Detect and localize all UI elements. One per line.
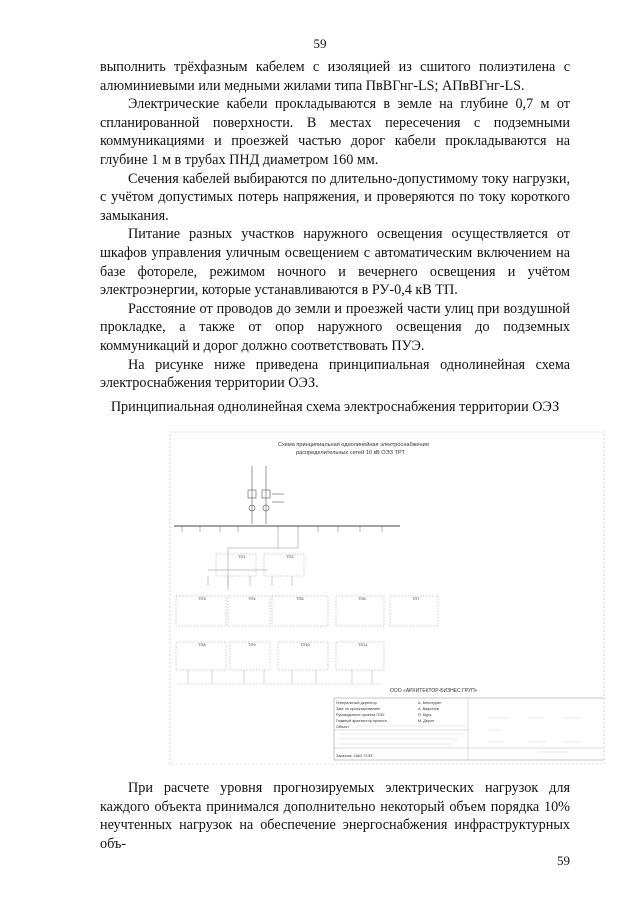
tp-label: ТП8 bbox=[198, 642, 206, 647]
figure-caption: Принципиальная однолинейная схема электроснабжения территории ОЭЗ bbox=[110, 399, 560, 415]
page-number-top: 59 bbox=[313, 36, 327, 51]
tp-label: ТП3 bbox=[198, 596, 206, 601]
scheme-title-line2: распределительных сетей 10 кВ ОЭЗ ТРТ bbox=[296, 450, 405, 456]
transformer-row-1 bbox=[208, 576, 292, 586]
stamp-customer: Заказчик: ОАО "ОЭЗ" bbox=[336, 754, 374, 758]
paragraph: На рисунке ниже приведена принципиальная однолинейная схема электроснабжения территории ОЭЗ. bbox=[100, 356, 570, 392]
paragraph: выполнить трёхфазным кабелем с изоляцией из сшитого полиэтилена с алюминиевыми или медными жилами типа ПвВГнг-LS; АПвВГнг-LS. bbox=[100, 59, 570, 94]
tp-label: ТП2 bbox=[286, 554, 294, 559]
tp-label: ТП4 bbox=[248, 596, 256, 601]
stamp-filler-lines bbox=[338, 718, 582, 752]
scheme-drawing bbox=[168, 430, 608, 768]
drawing-frame bbox=[170, 432, 604, 764]
paragraph: Электрические кабели прокладываются в земле на глубине 0,7 м от спланированной поверхности. В местах пересечения с подземными коммуникациями и проезжей частью дорог кабели прокладываются на глубине 1 м в трубах ПНД диаметром 160 мм. bbox=[100, 96, 570, 168]
tp-label: ТП1 bbox=[238, 554, 246, 559]
stamp-role: Главный архитектор проекта bbox=[336, 719, 387, 723]
stamp-name: М. Дерон bbox=[418, 719, 435, 723]
stamp-name: Я. Бура bbox=[418, 713, 432, 717]
paragraph: Питание разных участков наружного освещения осуществляется от шкафов управления уличным освещением с автоматическим включением на базе фотореле, режимом ночного и вечернего освещения и учётом электроэнергии, которые устанавливаются в РУ-0,4 кВ ТП. bbox=[100, 226, 570, 299]
tp-middle-blocks bbox=[176, 596, 438, 626]
paragraph: Расстояние от проводов до земли и проезжей части улиц при воздушной прокладке, а также от опор наружного освещения до подземных коммуникаций и дорог должно соответствовать ПУЭ. bbox=[100, 300, 570, 354]
tp-label: ТП5 bbox=[296, 596, 304, 601]
tp-label: ТП7 bbox=[412, 596, 420, 601]
stamp-object-label: Объект bbox=[336, 725, 349, 729]
title-block-stamp bbox=[334, 688, 604, 760]
tp-label: ТП11 bbox=[358, 642, 368, 647]
tp-label: ТП6 bbox=[358, 596, 366, 601]
stamp-company: ООО «АРХИТЕКТОР-БИЗНЕС ГРУП» bbox=[390, 688, 478, 694]
stamp-role: Генеральный директор bbox=[336, 701, 377, 705]
stamp-name: А. Вафонов bbox=[418, 707, 439, 711]
scheme-title-line1: Схема принципиальная однолинейная электроснабжения bbox=[278, 442, 429, 448]
stamp-role: Руководитель проекта ПЭЧ bbox=[336, 713, 385, 717]
bottom-text bbox=[100, 779, 570, 853]
paragraph: При расчете уровня прогнозируемых электрических нагрузок для каждого объекта принимался дополнительно некоторый объем порядка 10% неучтенных нагрузок на обеспечение энергоснабжения инфраструктурных объ- bbox=[100, 780, 570, 852]
tp-label: ТП9 bbox=[248, 642, 256, 647]
stamp-role: Зам. по проектированию bbox=[336, 707, 380, 711]
busbar-feeders bbox=[182, 526, 382, 532]
stamp-name: А. Белотурин bbox=[418, 701, 442, 705]
body-text bbox=[100, 58, 570, 393]
electrical-scheme-figure bbox=[168, 430, 608, 768]
paragraph: Сечения кабелей выбираются по длительно-допустимому току нагрузки, с учётом допустимых потерь напряжения, и проверяются по току короткого замыкания. bbox=[100, 170, 570, 224]
lower-branches bbox=[178, 670, 380, 684]
source-substation bbox=[248, 466, 284, 524]
tp-label: ТП10 bbox=[300, 642, 310, 647]
page-number-bottom: 59 bbox=[557, 853, 570, 868]
tp-lower-blocks bbox=[176, 642, 384, 670]
distribution-lines bbox=[208, 532, 298, 590]
